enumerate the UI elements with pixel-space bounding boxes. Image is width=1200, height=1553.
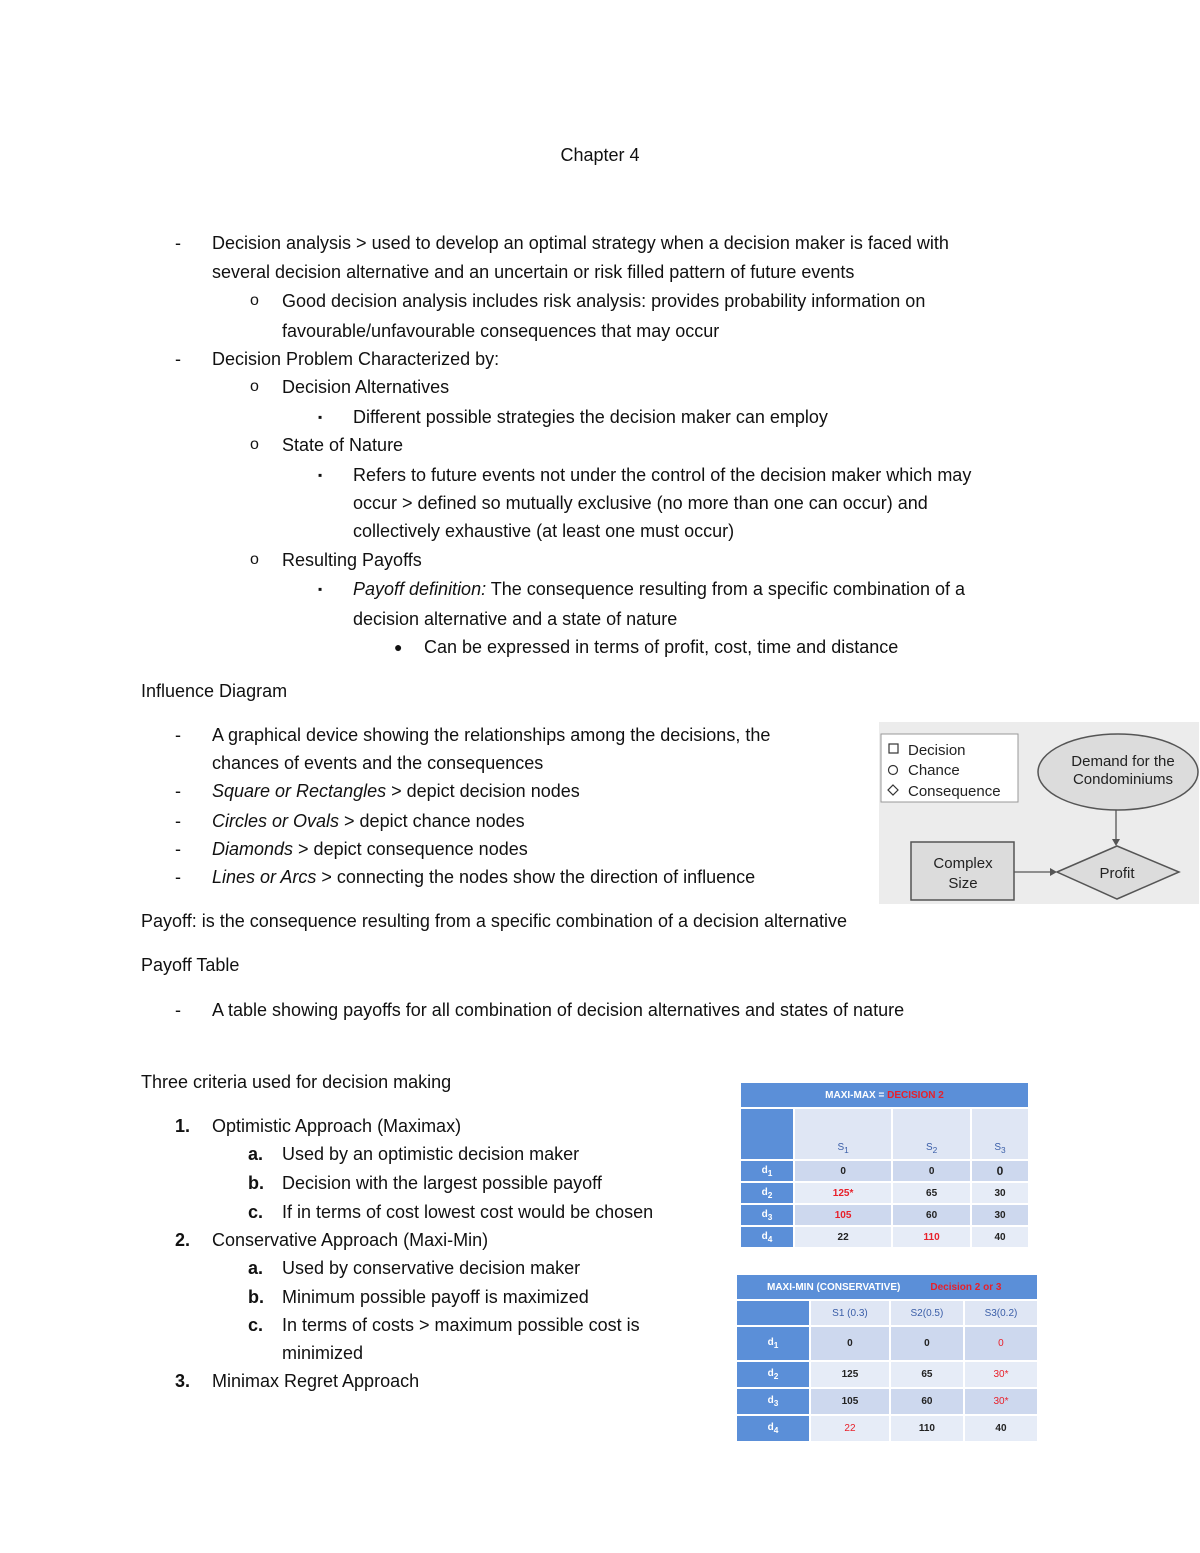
table-cell: 22 bbox=[810, 1415, 890, 1442]
table-cell: 30* bbox=[964, 1388, 1038, 1415]
row-header bbox=[736, 1361, 810, 1388]
row-letter: d bbox=[761, 1230, 768, 1242]
table-cell: 0 bbox=[810, 1326, 890, 1361]
text-span: The consequence resulting from a specific combination of a bbox=[486, 579, 966, 599]
text-line: decision alternative and a state of nature bbox=[353, 609, 678, 629]
chance-node-label-2: Condominiums bbox=[1072, 771, 1174, 788]
text-line: A graphical device showing the relationships among the decisions, the bbox=[212, 725, 771, 745]
table-row bbox=[740, 1204, 1029, 1226]
list-letter: a. bbox=[248, 1258, 264, 1278]
list-number: 2. bbox=[175, 1230, 191, 1250]
table-cell: 60 bbox=[890, 1388, 964, 1415]
row-header bbox=[740, 1160, 794, 1182]
table-cell: 40 bbox=[971, 1226, 1029, 1248]
text-line: favourable/unfavourable consequences that may occur bbox=[282, 321, 720, 341]
table-cell: 105 bbox=[794, 1204, 892, 1226]
influence-diagram bbox=[879, 722, 1199, 904]
col-sub: 1 bbox=[844, 1145, 849, 1155]
col-sub: 3 bbox=[1001, 1145, 1006, 1155]
column-header bbox=[892, 1108, 971, 1160]
circle-bullet: o bbox=[250, 551, 259, 568]
dot-bullet: ● bbox=[394, 639, 403, 655]
text-line bbox=[212, 810, 525, 832]
square-bullet: ▪ bbox=[318, 468, 323, 482]
arrowhead-icon bbox=[1112, 839, 1120, 846]
maximin-title-text: MAXI-MIN (CONSERVATIVE) bbox=[767, 1281, 901, 1293]
text-line: Decision analysis > used to develop an optimal strategy when a decision maker is faced with bbox=[212, 233, 949, 253]
legend-decision: Decision bbox=[908, 742, 966, 759]
italic-term: Diamonds bbox=[212, 839, 294, 859]
maximin-title-highlight: Decision 2 or 3 bbox=[930, 1281, 1002, 1293]
text-line bbox=[212, 866, 755, 888]
list-letter: c. bbox=[248, 1202, 264, 1222]
text-line: chances of events and the consequences bbox=[212, 753, 544, 773]
row-header bbox=[740, 1204, 794, 1226]
table-cell: 30 bbox=[971, 1204, 1029, 1226]
list-item: If in terms of cost lowest cost would be chosen bbox=[282, 1202, 654, 1222]
section-heading: Influence Diagram bbox=[141, 681, 288, 701]
text-line: Resulting Payoffs bbox=[282, 550, 422, 570]
list-item: Used by an optimistic decision maker bbox=[282, 1144, 580, 1164]
text-line: several decision alternative and an uncertain or risk filled pattern of future events bbox=[212, 262, 855, 282]
text-line: Decision Problem Characterized by: bbox=[212, 349, 500, 369]
text-line bbox=[212, 838, 528, 860]
text-line: State of Nature bbox=[282, 435, 404, 455]
corner-cell bbox=[740, 1108, 794, 1160]
row-letter: d bbox=[767, 1368, 774, 1379]
col-letter: S bbox=[837, 1142, 845, 1153]
text-line: Can be expressed in terms of profit, cost, time and distance bbox=[424, 637, 899, 657]
dash-bullet: - bbox=[175, 349, 181, 369]
text-span: > depict consequence nodes bbox=[293, 839, 528, 859]
column-header: S1 (0.3) bbox=[810, 1300, 890, 1326]
circle-bullet: o bbox=[250, 292, 259, 309]
square-bullet: ▪ bbox=[318, 582, 323, 596]
text-line: Decision Alternatives bbox=[282, 377, 450, 397]
payoff-definition: Payoff: is the consequence resulting from a specific combination of a decision alternative bbox=[141, 911, 848, 931]
list-letter: c. bbox=[248, 1315, 264, 1335]
maximax-title bbox=[740, 1082, 1029, 1108]
list-number: 1. bbox=[175, 1116, 191, 1136]
table-cell: 65 bbox=[892, 1182, 971, 1204]
row-header bbox=[740, 1226, 794, 1248]
list-item: Used by conservative decision maker bbox=[282, 1258, 581, 1278]
list-item: Minimax Regret Approach bbox=[212, 1371, 420, 1391]
table-cell: 30* bbox=[964, 1361, 1038, 1388]
table-cell: 0 bbox=[892, 1160, 971, 1182]
row-header bbox=[736, 1388, 810, 1415]
section-heading: Payoff Table bbox=[141, 955, 240, 975]
legend-consequence: Consequence bbox=[908, 783, 1001, 800]
consequence-node-label: Profit bbox=[1099, 865, 1135, 882]
row-letter: d bbox=[767, 1337, 774, 1348]
table-row bbox=[736, 1326, 1038, 1361]
legend-chance: Chance bbox=[908, 762, 960, 779]
table-cell: 40 bbox=[964, 1415, 1038, 1442]
chance-node-label-1: Demand for the bbox=[1071, 753, 1175, 770]
table-row bbox=[740, 1226, 1029, 1248]
maximax-title-highlight: DECISION 2 bbox=[887, 1089, 944, 1101]
list-item: Minimum possible payoff is maximized bbox=[282, 1287, 589, 1307]
dash-bullet: - bbox=[175, 811, 181, 831]
text-line: Good decision analysis includes risk analysis: provides probability information on bbox=[282, 291, 926, 311]
col-sub: 2 bbox=[932, 1145, 938, 1155]
row-letter: d bbox=[761, 1164, 768, 1176]
table-row bbox=[740, 1182, 1029, 1204]
dash-bullet: - bbox=[175, 725, 181, 745]
row-sub: 4 bbox=[767, 1233, 773, 1244]
text-line: Different possible strategies the decision maker can employ bbox=[353, 407, 828, 427]
text-line bbox=[212, 780, 580, 802]
page-title: Chapter 4 bbox=[560, 145, 640, 165]
text-line: collectively exhaustive (at least one must occur) bbox=[353, 521, 735, 541]
text-span: > connecting the nodes show the direction of influence bbox=[316, 867, 756, 887]
circle-bullet: o bbox=[250, 436, 259, 453]
table-row bbox=[736, 1388, 1038, 1415]
maximax-title-text: MAXI-MAX = bbox=[825, 1089, 888, 1101]
list-item: Optimistic Approach (Maximax) bbox=[212, 1116, 462, 1136]
italic-term: Lines or Arcs bbox=[212, 867, 317, 887]
dash-bullet: - bbox=[175, 781, 181, 801]
italic-label: Payoff definition: bbox=[353, 579, 487, 599]
col-letter: S bbox=[925, 1142, 933, 1153]
row-header bbox=[736, 1326, 810, 1361]
table-cell: 110 bbox=[890, 1415, 964, 1442]
row-header bbox=[736, 1415, 810, 1442]
list-letter: a. bbox=[248, 1144, 264, 1164]
row-header bbox=[740, 1182, 794, 1204]
text-span: > depict decision nodes bbox=[386, 781, 580, 801]
text-line: occur > defined so mutually exclusive (no more than one can occur) and bbox=[353, 493, 928, 513]
table-cell: 125* bbox=[794, 1182, 892, 1204]
row-sub: 4 bbox=[773, 1425, 779, 1435]
table-cell: 65 bbox=[890, 1361, 964, 1388]
row-letter: d bbox=[767, 1422, 774, 1433]
row-sub: 3 bbox=[773, 1398, 779, 1408]
table-cell: 0 bbox=[890, 1326, 964, 1361]
row-letter: d bbox=[761, 1186, 768, 1198]
list-item: minimized bbox=[282, 1343, 364, 1363]
row-sub: 3 bbox=[767, 1211, 773, 1222]
list-item: Conservative Approach (Maxi-Min) bbox=[212, 1230, 489, 1250]
table-row bbox=[736, 1361, 1038, 1388]
text-span: > depict chance nodes bbox=[339, 811, 525, 831]
influence-diagram-svg bbox=[879, 722, 1199, 904]
column-header bbox=[794, 1108, 892, 1160]
list-number: 3. bbox=[175, 1371, 191, 1391]
list-letter: b. bbox=[248, 1287, 264, 1307]
row-sub: 2 bbox=[767, 1189, 773, 1200]
corner-cell bbox=[736, 1300, 810, 1326]
table-cell: 0 bbox=[971, 1160, 1029, 1182]
table-cell: 60 bbox=[892, 1204, 971, 1226]
table-row bbox=[736, 1415, 1038, 1442]
table-cell: 110 bbox=[892, 1226, 971, 1248]
square-bullet: ▪ bbox=[318, 410, 323, 424]
table-cell: 125 bbox=[810, 1361, 890, 1388]
maximax-table bbox=[739, 1081, 1030, 1249]
list-letter: b. bbox=[248, 1173, 264, 1193]
dash-bullet: - bbox=[175, 839, 181, 859]
text-line: Refers to future events not under the control of the decision maker which may bbox=[353, 465, 972, 485]
list-item: In terms of costs > maximum possible cost is bbox=[282, 1315, 640, 1335]
maximin-table bbox=[735, 1273, 1039, 1443]
row-letter: d bbox=[767, 1395, 774, 1406]
text-line: A table showing payoffs for all combination of decision alternatives and states of nature bbox=[212, 1000, 905, 1020]
column-header bbox=[971, 1108, 1029, 1160]
section-heading: Three criteria used for decision making bbox=[141, 1072, 452, 1092]
table-cell: 22 bbox=[794, 1226, 892, 1248]
decision-node-label-2: Size bbox=[948, 875, 978, 892]
row-sub: 2 bbox=[773, 1371, 779, 1381]
row-sub: 1 bbox=[767, 1167, 773, 1178]
table-cell: 0 bbox=[794, 1160, 892, 1182]
row-letter: d bbox=[761, 1208, 768, 1220]
dash-bullet: - bbox=[175, 1000, 181, 1020]
maximin-title bbox=[736, 1274, 1038, 1300]
column-header: S2(0.5) bbox=[890, 1300, 964, 1326]
dash-bullet: - bbox=[175, 867, 181, 887]
column-header: S3(0.2) bbox=[964, 1300, 1038, 1326]
italic-term: Circles or Ovals bbox=[212, 811, 340, 831]
table-cell: 105 bbox=[810, 1388, 890, 1415]
italic-term: Square or Rectangles bbox=[212, 781, 387, 801]
list-item: Decision with the largest possible payoff bbox=[282, 1173, 602, 1193]
table-cell: 30 bbox=[971, 1182, 1029, 1204]
table-row bbox=[740, 1160, 1029, 1182]
circle-bullet: o bbox=[250, 378, 259, 395]
row-sub: 1 bbox=[773, 1340, 779, 1350]
decision-node-label-1: Complex bbox=[933, 855, 993, 872]
text-line bbox=[353, 578, 965, 600]
dash-bullet: - bbox=[175, 233, 181, 253]
table-cell: 0 bbox=[964, 1326, 1038, 1361]
col-letter: S bbox=[994, 1142, 1002, 1153]
